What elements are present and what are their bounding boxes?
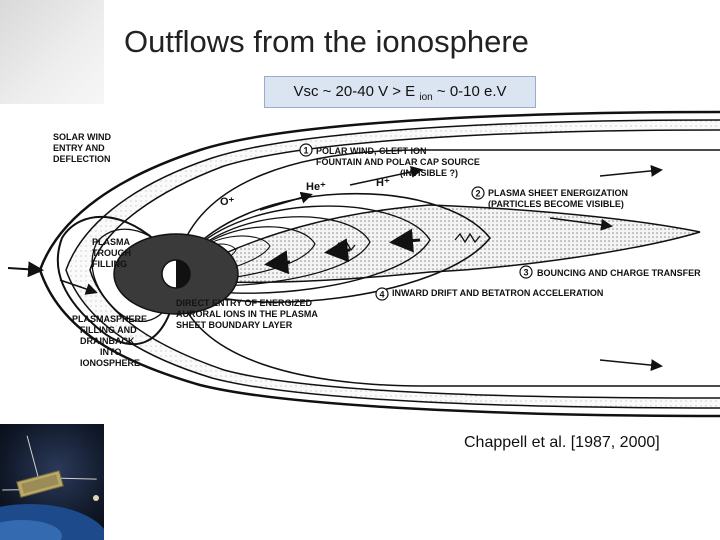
plasmasphere-label: PLASMASPHERE FILLING AND DRAINBACK INTO IONOSPHERE xyxy=(72,314,148,368)
magnetosphere-diagram xyxy=(0,110,720,420)
ion-he-plus: He⁺ xyxy=(306,181,326,193)
step-1-text: POLAR WIND, CLEFT ION FOUNTAIN AND POLAR CAP SOURCE xyxy=(316,146,480,167)
citation: Chappell et al. [1987, 2000] xyxy=(464,434,660,451)
voltage-energy-note xyxy=(264,76,536,108)
satellite-icon xyxy=(0,424,104,540)
step-3-text: BOUNCING AND CHARGE TRANSFER xyxy=(537,268,701,278)
satellite-photo xyxy=(0,424,104,540)
slide-title: Outflows from the ionosphere xyxy=(124,24,529,59)
note-main: Vsc ~ 20-40 V > E xyxy=(293,83,420,100)
step-2-text: PLASMA SHEET ENERGIZATION (PARTICLES BECOME VISIBLE) xyxy=(488,188,629,209)
step-4-number: 4 xyxy=(379,289,385,300)
corner-decoration xyxy=(0,0,104,104)
step-1-number: 1 xyxy=(303,145,309,156)
ion-h-plus: H⁺ xyxy=(376,177,390,189)
step-3 xyxy=(520,266,701,278)
step-4-text: INWARD DRIFT AND BETATRON ACCELERATION xyxy=(392,288,604,298)
invisible-note: (INVISIBLE ?) xyxy=(400,168,458,178)
solar-wind-label: SOLAR WIND ENTRY AND DEFLECTION xyxy=(53,132,111,164)
direct-entry-label: DIRECT ENTRY OF ENERGIZED AURORAL IONS IN THE PLASMA SHEET BOUNDARY LAYER xyxy=(176,298,318,330)
note-tail: ~ 0-10 e.V xyxy=(432,83,507,100)
step-2-number: 2 xyxy=(475,188,481,199)
step-3-number: 3 xyxy=(523,267,529,278)
plasma-trough-label: PLASMA TROUGH FILLING xyxy=(92,237,131,269)
ion-o-plus: O⁺ xyxy=(220,196,235,208)
note-subscript: ion xyxy=(419,92,433,103)
